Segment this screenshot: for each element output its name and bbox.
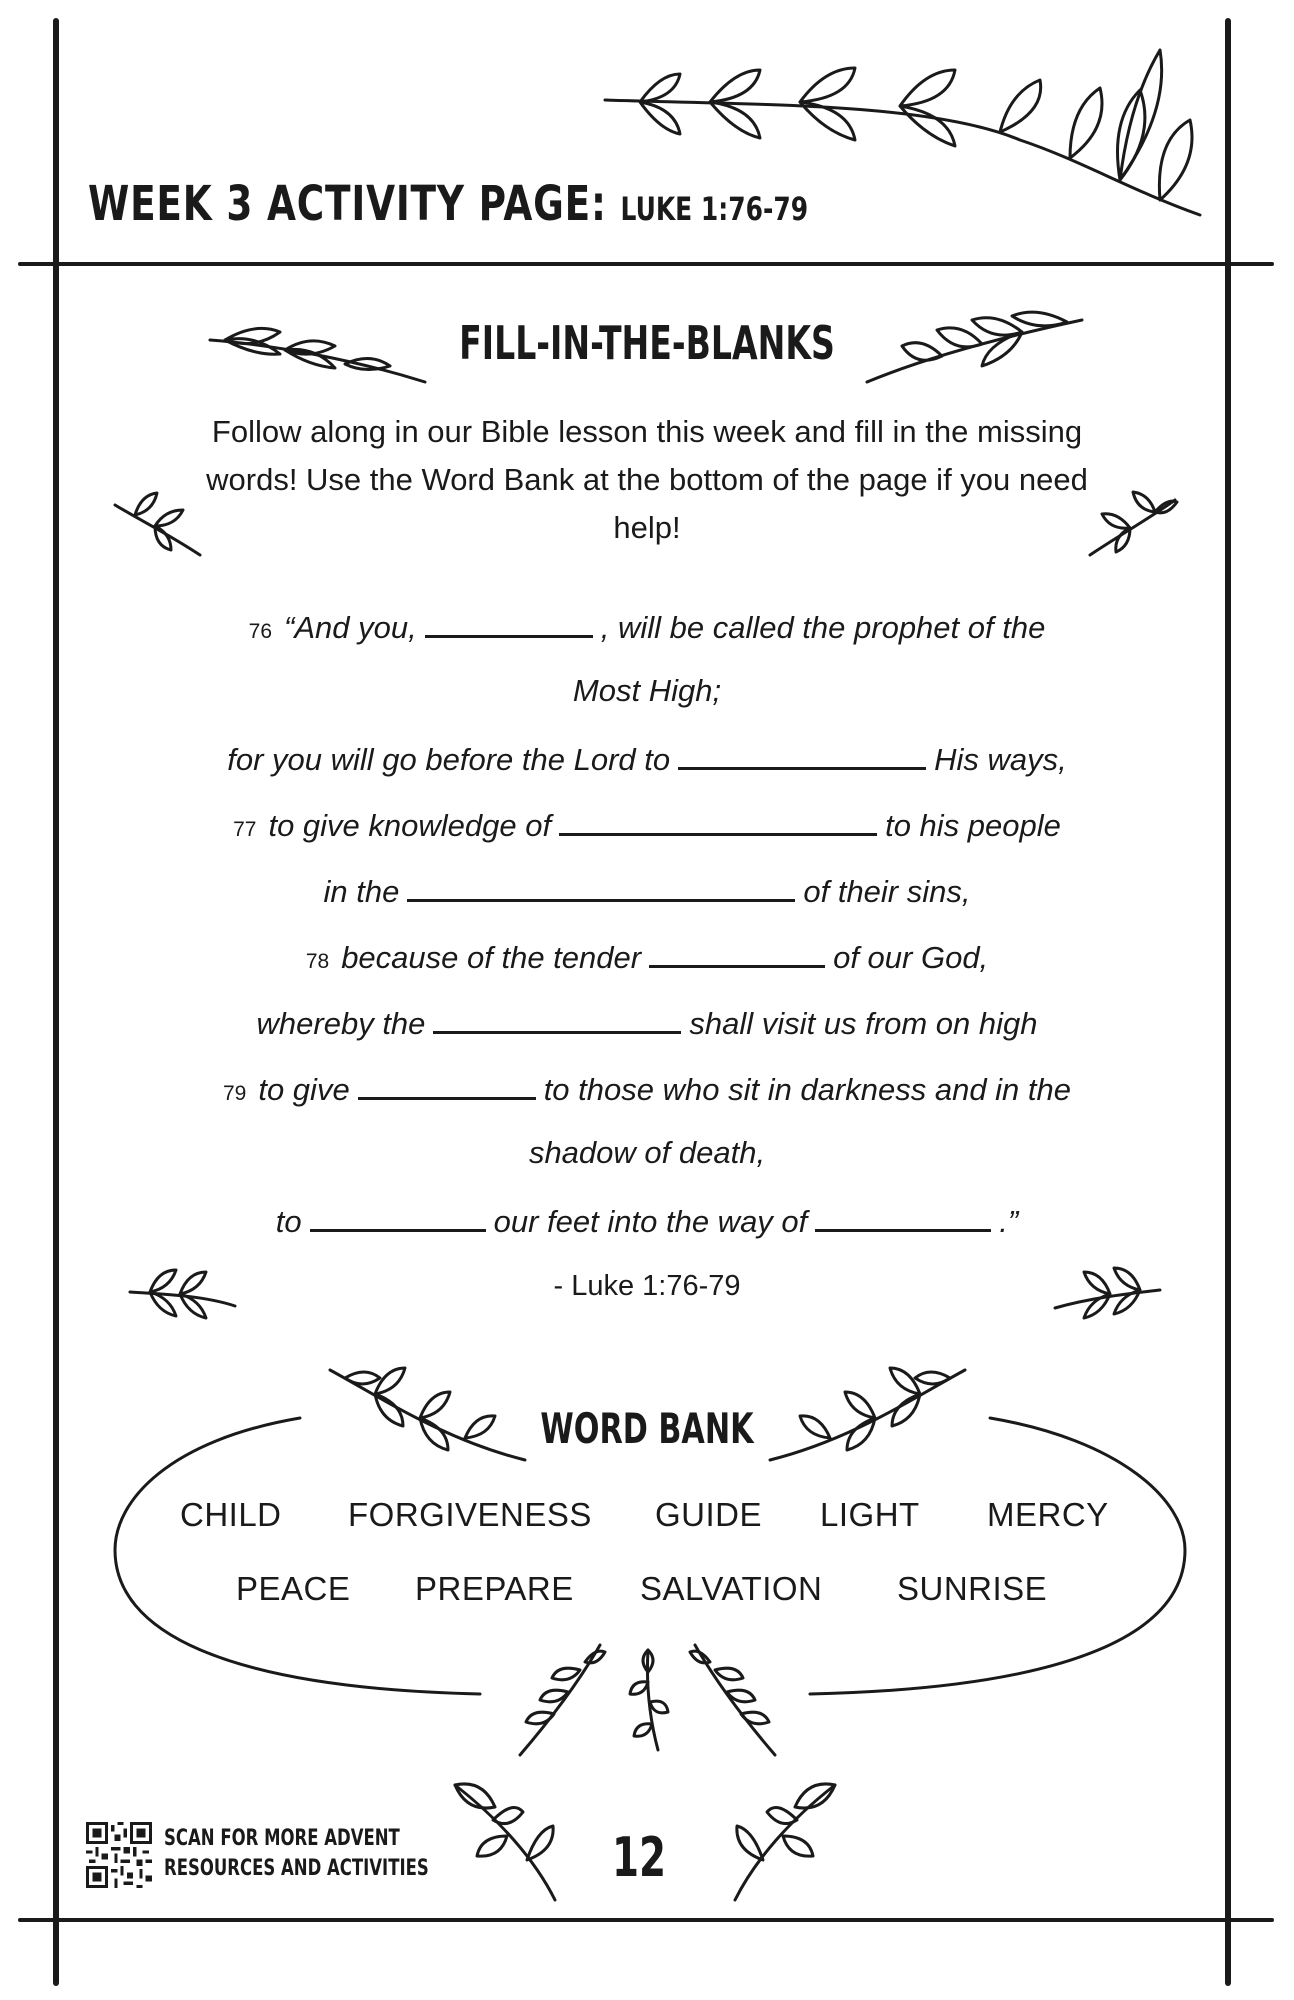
blank-field[interactable]	[649, 937, 825, 968]
passage-text: to give	[258, 1072, 350, 1107]
passage-text: whereby the	[256, 1006, 426, 1041]
instructions-text: Follow along in our Bible lesson this week and fill in the missing words! Use the Word Bank at the bottom of the page if you need help!	[206, 414, 1088, 545]
left-border	[53, 18, 59, 1986]
qr-label-line-1: SCAN FOR MORE ADVENT	[164, 1826, 400, 1851]
blank-field[interactable]	[559, 805, 877, 836]
header-divider	[18, 262, 1274, 266]
qr-label-line-2: RESOURCES AND ACTIVITIES	[164, 1856, 429, 1881]
verse-number: 78	[305, 950, 330, 973]
passage-text: Most High;	[572, 673, 722, 708]
word-bank-item: GUIDE	[655, 1496, 763, 1533]
passage-text: to give knowledge of	[268, 808, 552, 843]
blank-field[interactable]	[425, 607, 593, 638]
bottom-sprigs-icon	[510, 1640, 785, 1760]
passage-text: “And you,	[284, 610, 417, 645]
passage-text: shadow of death,	[528, 1135, 766, 1170]
passage-text: to those who sit in darkness and in the	[543, 1072, 1072, 1107]
passage-line-9	[140, 1135, 1154, 1171]
passage-text: , will be called the prophet of the	[600, 610, 1046, 645]
blank-field[interactable]	[433, 1003, 681, 1034]
blank-field[interactable]	[678, 739, 926, 770]
word-bank-item: PEACE	[236, 1570, 351, 1607]
passage-text: shall visit us from on high	[689, 1006, 1038, 1041]
passage-text: to	[275, 1204, 302, 1239]
passage-text: our feet into the way of	[493, 1204, 808, 1239]
passage-line-5	[140, 871, 1154, 910]
footer-divider	[18, 1918, 1274, 1922]
word-bank-item: PREPARE	[415, 1570, 574, 1607]
verse-number: 76	[248, 620, 273, 643]
passage-text: of their sins,	[803, 874, 971, 909]
word-bank-item: SALVATION	[640, 1570, 823, 1607]
word-bank-item: FORGIVENESS	[348, 1496, 592, 1533]
passage-citation: - Luke 1:76-79	[553, 1270, 741, 1302]
passage-line-10	[140, 1201, 1154, 1240]
verse-number: 77	[233, 818, 257, 841]
passage-text: to his people	[885, 808, 1061, 843]
passage-line-3	[140, 739, 1154, 778]
passage-text: of our God,	[833, 940, 989, 975]
passage-line-8	[140, 1069, 1154, 1108]
passage-text: because of the tender	[341, 940, 642, 975]
word-bank-title: WORD BANK	[540, 1404, 754, 1453]
word-bank-item: CHILD	[180, 1496, 282, 1533]
passage-line-1	[140, 607, 1154, 646]
word-bank-item: LIGHT	[820, 1496, 920, 1533]
passage-text: for you will go before the Lord to	[227, 742, 671, 777]
passage-text: His ways,	[934, 742, 1067, 777]
word-bank-item: MERCY	[987, 1496, 1109, 1533]
word-bank-item: SUNRISE	[897, 1570, 1048, 1607]
right-border	[1225, 18, 1231, 1986]
passage-line-2	[140, 673, 1154, 709]
page-title	[88, 176, 808, 232]
passage-line-7	[140, 1003, 1154, 1042]
blank-field[interactable]	[815, 1201, 991, 1232]
passage-text: in the	[323, 874, 400, 909]
blank-field[interactable]	[358, 1069, 536, 1100]
passage-text: .”	[999, 1204, 1019, 1239]
verse-number: 79	[222, 1082, 247, 1105]
passage-line-4	[140, 805, 1154, 844]
page-title-reference: LUKE 1:76-79	[620, 190, 809, 228]
page-title-text: WEEK 3 ACTIVITY PAGE:	[88, 176, 607, 232]
page-number: 12	[612, 1826, 667, 1889]
blank-field[interactable]	[310, 1201, 486, 1232]
blank-field[interactable]	[407, 871, 795, 902]
qr-label	[164, 1824, 429, 1884]
activity-title: FILL-IN-THE-BLANKS	[459, 316, 835, 370]
bottom-right-branch-icon	[725, 1770, 845, 1905]
passage-line-6	[140, 937, 1154, 976]
bottom-left-branch-icon	[445, 1770, 565, 1905]
qr-code[interactable]	[86, 1822, 152, 1888]
